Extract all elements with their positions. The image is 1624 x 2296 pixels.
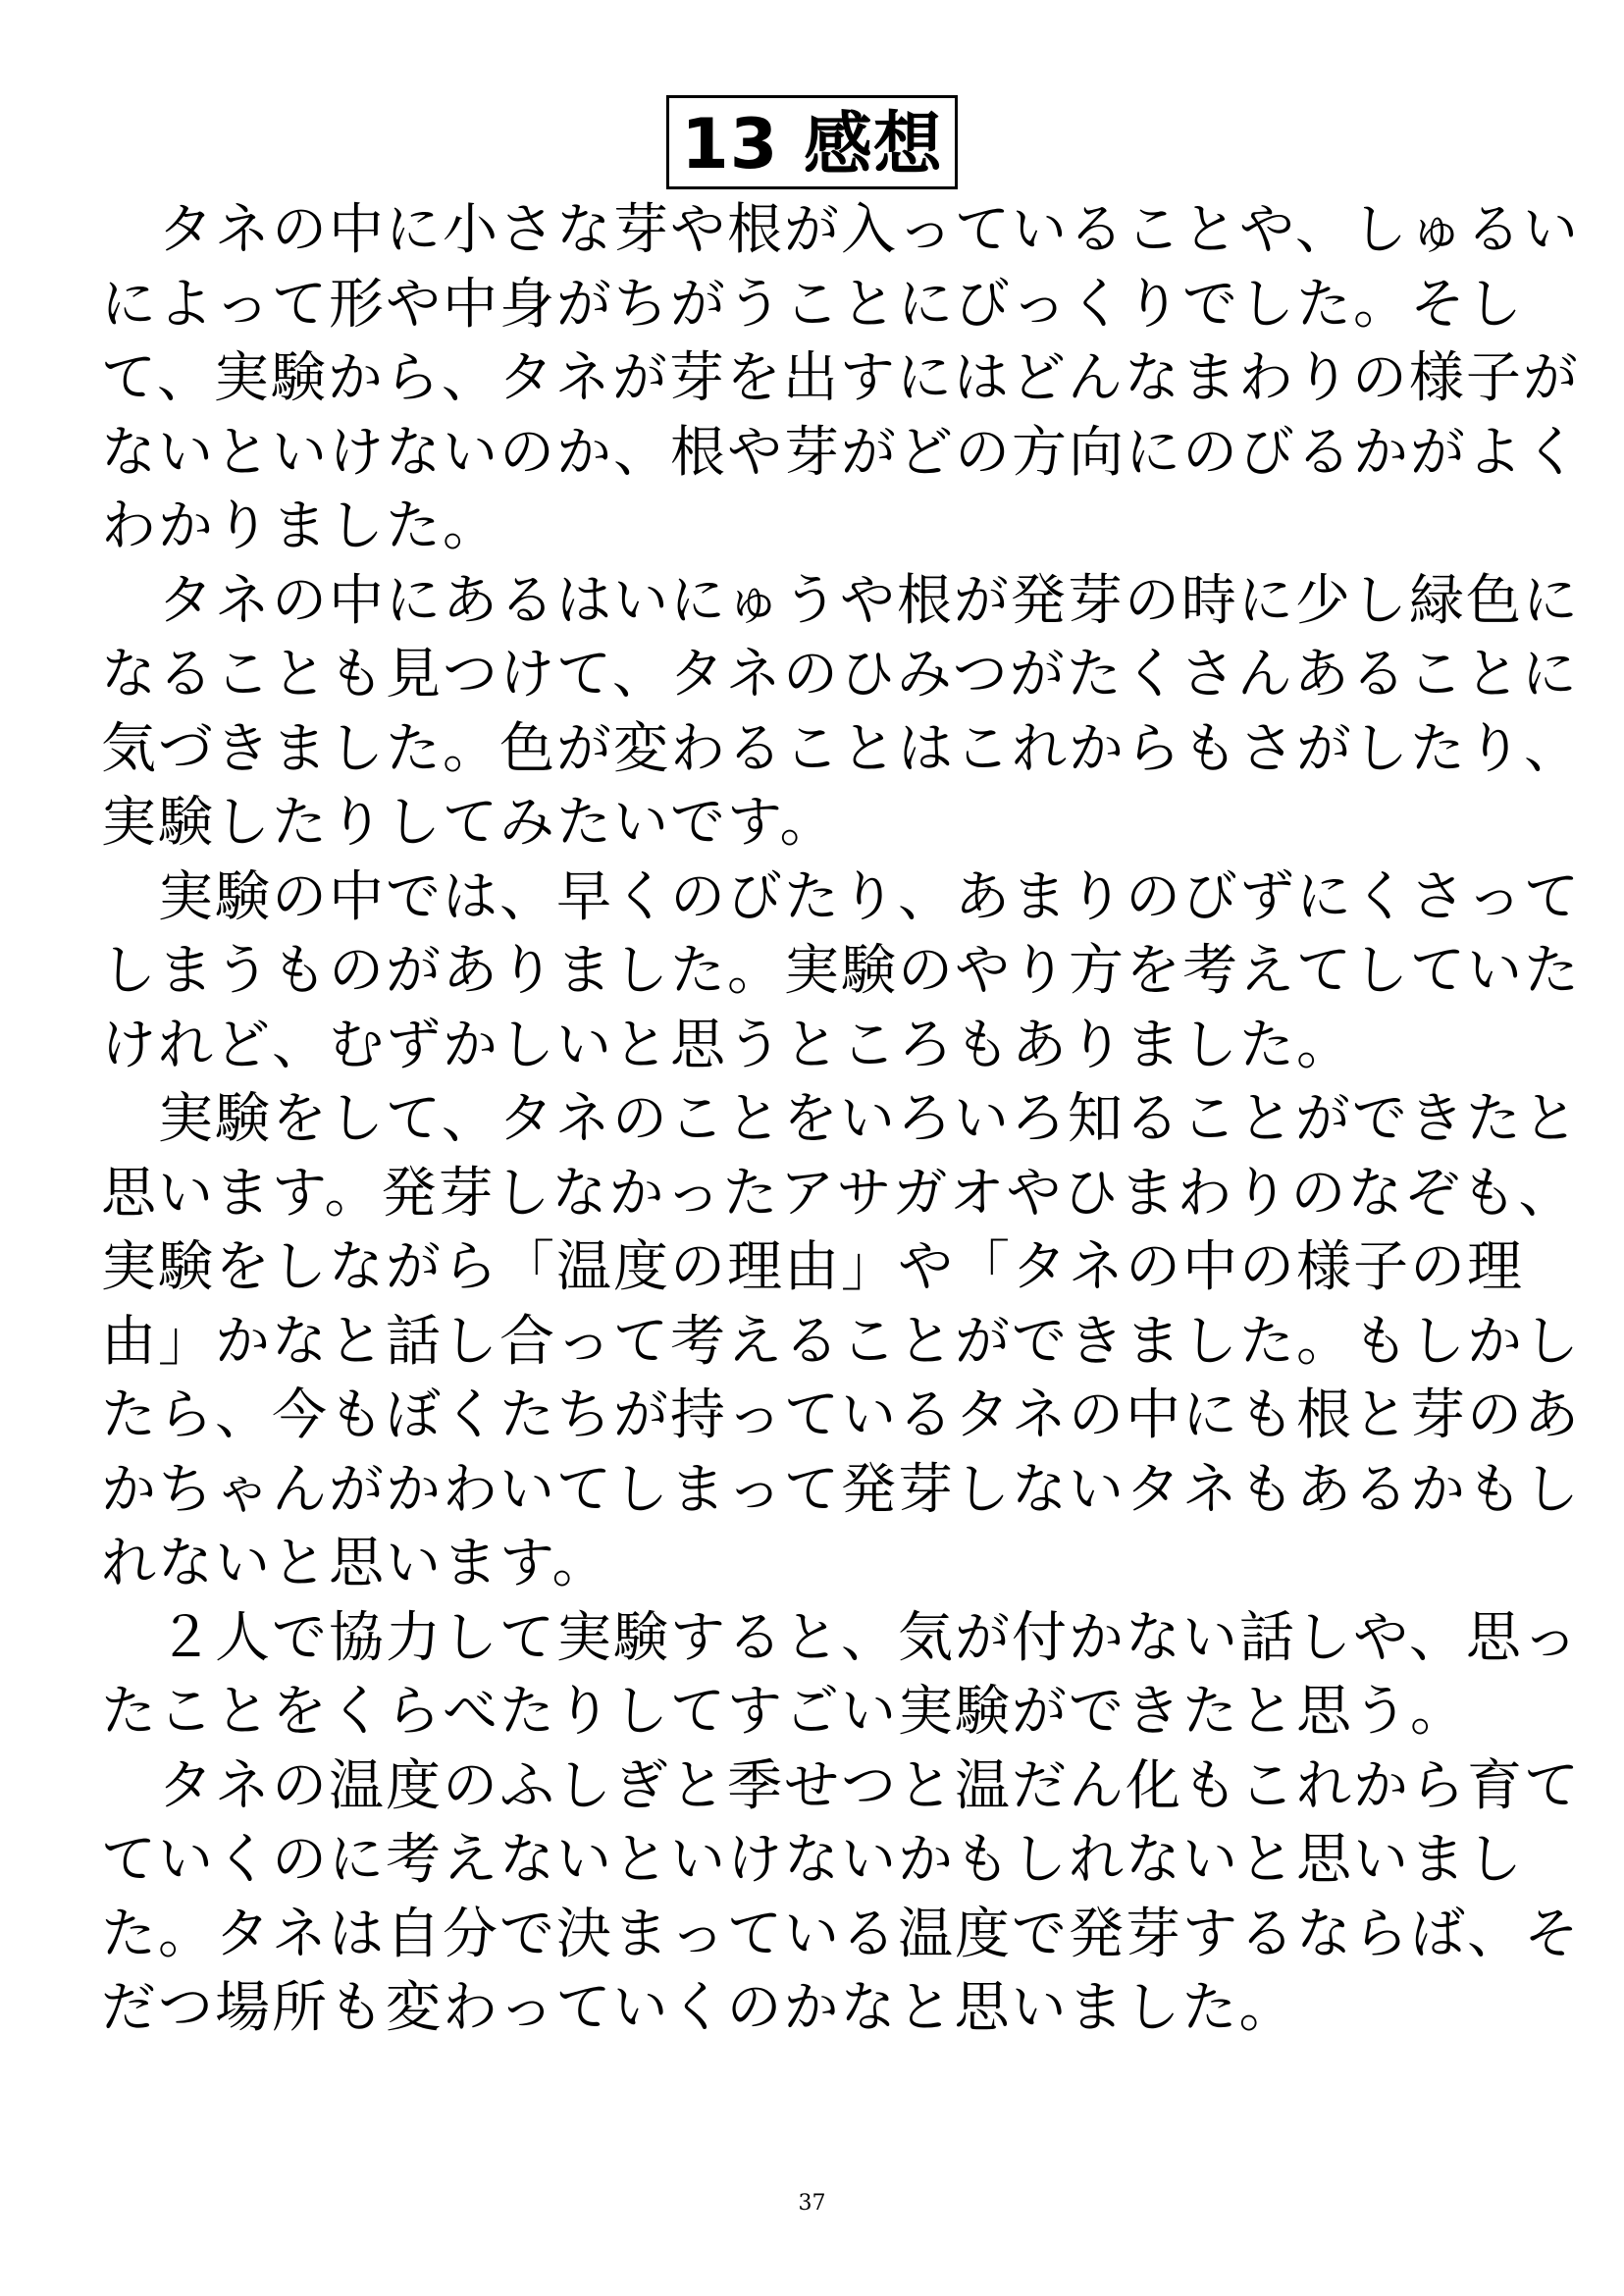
text-line: 由」かなと話し合って考えることができました。もしかし: [101, 1309, 1581, 1374]
text-line: だつ場所も変わっていくのかなと思いました。: [101, 1976, 1296, 2040]
text-line: タネの中にあるはいにゅうや根が発芽の時に少し緑色に: [101, 568, 1580, 633]
text-line: 気づきました。色が変わることはこれからもさがしたり、: [101, 716, 1581, 781]
text-line: わかりました。: [101, 495, 499, 558]
page-title: 13 感想: [666, 95, 958, 189]
text-line: けれど、むずかしいと思うところもありました。: [101, 1013, 1353, 1077]
text-line: 実験をしながら「温度の理由」や「タネの中の様子の理: [101, 1235, 1524, 1299]
text-line: タネの中に小さな芽や根が入っていることや、しゅるい: [101, 198, 1580, 262]
title-container: [0, 95, 1624, 189]
text-line: 実験をして、タネのことをいろいろ知ることができたと: [101, 1087, 1580, 1151]
text-line: れないと思います。: [101, 1532, 609, 1595]
text-line: たことをくらべたりしてすごい実験ができたと思う。: [101, 1680, 1467, 1744]
text-line: ２人で協力して実験すると、気が付かない話しや、思っ: [101, 1605, 1580, 1670]
text-line: ないといけないのか、根や芽がどの方向にのびるかがよく: [101, 420, 1581, 485]
text-line: なることも見つけて、タネのひみつがたくさんあることに: [101, 643, 1579, 706]
body-text: [101, 193, 1581, 2046]
text-line: 実験したりしてみたいです。: [101, 791, 837, 855]
text-line: によって形や中身がちがうことにびっくりでした。そし: [101, 272, 1524, 337]
text-line: たら、今もぼくたちが持っているタネの中にも根と芽のあ: [101, 1383, 1581, 1447]
text-line: て、実験から、タネが芽を出すにはどんなまわりの様子が: [101, 346, 1580, 410]
page-number: 37: [798, 2191, 826, 2216]
text-line: タネの温度のふしぎと季せつと温だん化もこれから育て: [101, 1753, 1581, 1818]
text-line: た。タネは自分で決まっている温度で発芽するならば、そ: [101, 1902, 1581, 1966]
text-line: 思います。発芽しなかったアサガオやひまわりのなぞも、: [101, 1161, 1576, 1226]
text-line: 実験の中では、早くのびたり、あまりのびずにくさって: [101, 864, 1581, 929]
text-line: かちゃんがかわいてしまって発芽しないタネもあるかもし: [101, 1457, 1581, 1522]
text-line: ていくのに考えないといけないかもしれないと思いまし: [101, 1828, 1524, 1892]
text-line: しまうものがありました。実験のやり方を考えてしていた: [101, 939, 1581, 1003]
